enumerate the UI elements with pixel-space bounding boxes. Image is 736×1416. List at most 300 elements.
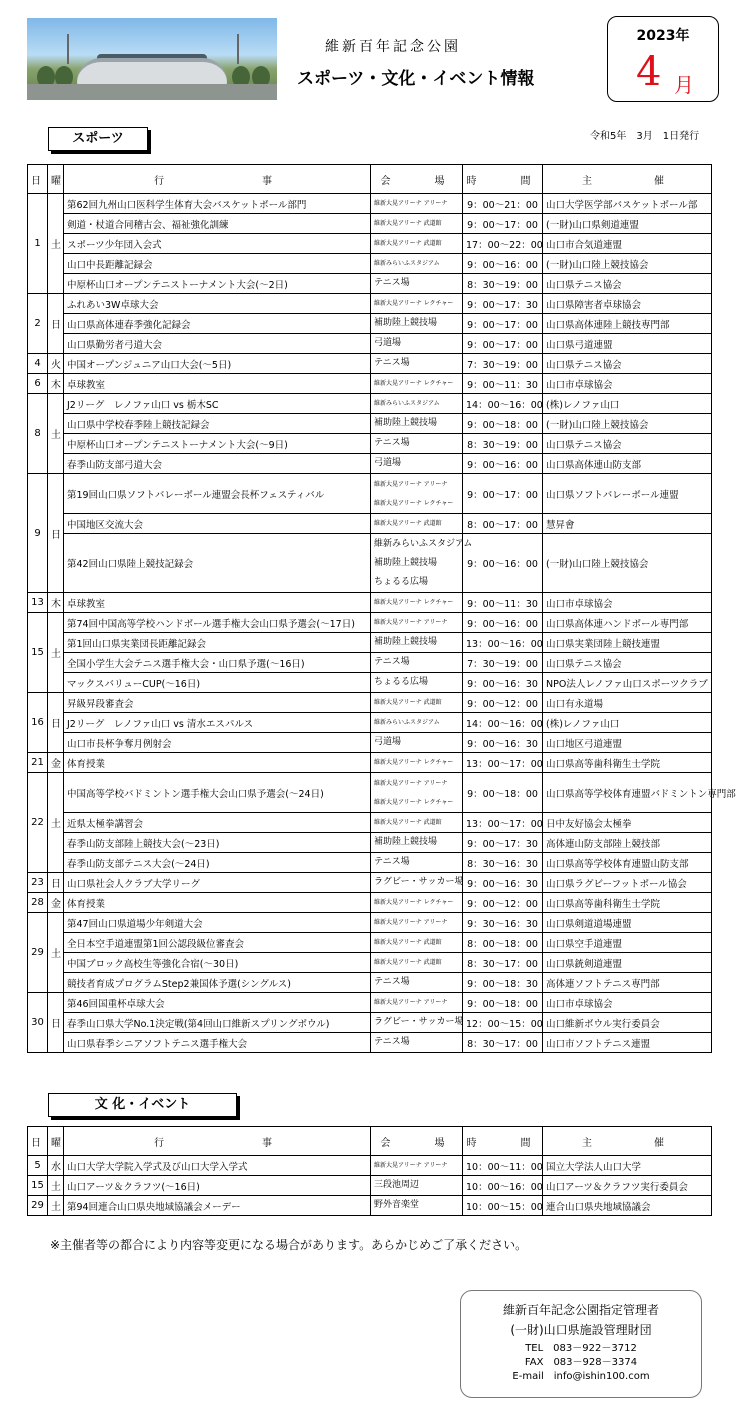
event-name: 体育授業 [64,753,371,773]
venue-name: 維新大晃アリーナ レクチャー [374,380,454,387]
organizer-cell: 山口県弓道連盟 [543,334,712,354]
table-row [28,953,712,973]
table-row [28,913,712,933]
table-row [28,414,712,434]
parking-lot-icon [27,84,277,100]
time-cell: 8：30～16：30 [463,853,543,873]
organizer-cell: 山口県実業団陸上競技連盟 [543,633,712,653]
venue-name: ラグビー・サッカー場 [374,877,464,887]
table-row [28,314,712,334]
day-cell: 30 [28,993,48,1053]
venue-name: 維新大晃アリーナ アリーナ [374,619,448,626]
table-row [28,334,712,354]
venue-cell [371,414,463,434]
venue-name: 維新大晃アリーナ 武道館 [374,699,442,706]
organizer-cell: 山口県高等歯科衛生士学院 [543,893,712,913]
table-row [28,274,712,294]
email-address: E-mail info@ishin100.com [512,1371,650,1382]
weekday-cell: 土 [48,613,64,693]
organizer-cell: 山口県高体連陸上競技専門部 [543,314,712,334]
time-cell: 9：00～16：00 [463,254,543,274]
column-header: 会 場 [371,165,463,194]
weekday-cell: 日 [48,873,64,893]
event-name: 卓球教室 [64,374,371,394]
venue-cell [371,973,463,993]
column-header: 行 事 [64,165,371,194]
venue-name: 維新大晃アリーナ アリーナ [374,919,448,926]
event-name: 山口市長杯争奪月例射会 [64,733,371,753]
weekday-cell: 金 [48,893,64,913]
event-name: 第19回山口県ソフトバレーボール連盟会長杯フェスティバル [64,474,371,514]
column-header: 行 事 [64,1127,371,1156]
venue-cell [371,833,463,853]
venue-name: 補助陸上競技場 [374,318,438,328]
time-cell: 10：00～11：00 [463,1156,543,1176]
sports-schedule-table [27,164,736,1053]
phone-number: TEL 083－922－3712 [525,1343,637,1354]
organizer-cell: (一財)山口陸上競技協会 [543,414,712,434]
time-cell: 13：00～17：00 [463,753,543,773]
event-name: 昇級昇段審査会 [64,693,371,713]
venue-name: 補助陸上競技場 [374,837,438,847]
time-cell: 9：00～11：30 [463,593,543,613]
table-row [28,1156,712,1176]
organizer-cell: 山口県銃剣道連盟 [543,953,712,973]
event-name: 山口県社会人クラブ大学リーグ [64,873,371,893]
venue-name: テニス場 [374,977,410,987]
organizer-cell: 山口県高体連山防支部 [543,454,712,474]
time-cell: 9：00～16：00 [463,454,543,474]
time-cell: 9：00～11：30 [463,374,543,394]
venue-name: 野外音楽堂 [374,1200,420,1210]
venue-cell [371,633,463,653]
weekday-cell: 日 [48,474,64,593]
venue-cell [371,474,463,514]
organizer-cell: 日中友好協会太極拳 [543,813,712,833]
time-cell: 8：00～18：00 [463,933,543,953]
organizer-cell: 山口県空手道連盟 [543,933,712,953]
weekday-cell: 木 [48,374,64,394]
sports-section-label: スポーツ [48,127,148,151]
weekday-cell: 土 [48,194,64,294]
venue-cell [371,953,463,973]
organizer-cell: 山口維新ボウル実行委員会 [543,1013,712,1033]
column-header: 時 間 [463,1127,543,1156]
time-cell: 9：00～16：30 [463,873,543,893]
event-name: J2リーグ レノファ山口 vs 清水エスパルス [64,713,371,733]
event-name: 春季山防支部陸上競技大会(～23日) [64,833,371,853]
organizer-cell: 連合山口県央地域協議会 [543,1196,712,1216]
venue-name: 維新みらいふスタジアム [374,538,473,549]
organizer-cell: 山口県高等学校体育連盟山防支部 [543,853,712,873]
day-cell: 16 [28,693,48,753]
venue-cell [371,713,463,733]
venue-cell [371,514,463,534]
time-cell: 12：00～15：00 [463,1013,543,1033]
venue-name: ラグビー・サッカー場 [374,1017,464,1027]
table-row [28,1033,712,1053]
venue-name: 維新大晃アリーナ レクチャー [374,899,454,906]
venue-cell [371,234,463,254]
venue-name: テニス場 [374,278,410,288]
event-name: 中国ブロック高校生等強化合宿(～30日) [64,953,371,973]
event-name: 山口県中学校春季陸上競技記録会 [64,414,371,434]
weekday-cell: 土 [48,773,64,873]
time-cell: 9：00～17：00 [463,314,543,334]
manager-name: (一財)山口県施設管理財団 [510,1323,652,1337]
column-header: 会 場 [371,1127,463,1156]
venue-cell [371,434,463,454]
time-cell: 8：30～17：00 [463,953,543,973]
venue-cell [371,653,463,673]
time-cell: 9：00～12：00 [463,893,543,913]
organizer-cell: 山口市合気道連盟 [543,234,712,254]
venue-cell [371,314,463,334]
column-header: 日 [28,165,48,194]
organizer-cell: 山口県テニス協会 [543,653,712,673]
month-unit: 月 [674,73,694,97]
event-name: J2リーグ レノファ山口 vs 栃木SC [64,394,371,414]
venue-cell [371,1013,463,1033]
event-name: 春季山防支部テニス大会(～24日) [64,853,371,873]
day-cell: 15 [28,1176,48,1196]
time-cell: 8：00～17：00 [463,514,543,534]
table-row [28,893,712,913]
weekday-cell: 金 [48,753,64,773]
time-cell: 9：00～18：00 [463,993,543,1013]
venue-name: 維新大晃アリーナ アリーナ [374,480,448,488]
venue-cell [371,853,463,873]
organizer-cell: 山口県テニス協会 [543,354,712,374]
time-cell: 9：00～16：30 [463,673,543,693]
time-cell: 7：30～19：00 [463,653,543,673]
venue-name: テニス場 [374,657,410,667]
venue-cell [371,693,463,713]
event-name: 全国小学生大会テニス選手権大会・山口県予選(～16日) [64,653,371,673]
venue-name: ちょるる広場 [374,677,429,687]
time-cell: 8：30～19：00 [463,274,543,294]
organizer-cell: 山口市卓球協会 [543,374,712,394]
venue-name: 補助陸上競技場 [374,557,438,568]
table-row [28,374,712,394]
table-row [28,394,712,414]
event-name: 競技者育成プログラムStep2兼国体予選(シングルス) [64,973,371,993]
venue-name: テニス場 [374,438,410,448]
venue-name: 維新大晃アリーナ 武道館 [374,220,442,227]
weekday-cell: 日 [48,993,64,1053]
stadium-stand-icon [77,58,227,86]
time-cell: 9：00～17：00 [463,334,543,354]
column-header: 日 [28,1127,48,1156]
day-cell: 1 [28,194,48,294]
event-name: 中国高等学校バドミントン選手権大会山口県予選会(～24日) [64,773,371,813]
venue-name: 弓道場 [374,338,402,348]
event-name: 山口大学大学院入学式及び山口大学入学式 [64,1156,371,1176]
organizer-cell: 山口大学医学部バスケットボール部 [543,194,712,214]
time-cell: 14：00～16：00 [463,394,543,414]
venue-cell [371,1196,463,1216]
time-cell: 17：00～22：00 [463,234,543,254]
organizer-cell: (一財)山口陸上競技協会 [543,254,712,274]
event-name: 中国オープンジュニア山口大会(～5日) [64,354,371,374]
venue-name: 維新大晃アリーナ 武道館 [374,939,442,946]
weekday-cell: 土 [48,913,64,993]
organizer-cell: 高体連山防支部陸上競技部 [543,833,712,853]
weekday-cell: 土 [48,394,64,474]
venue-cell [371,733,463,753]
venue-cell [371,454,463,474]
culture-section-label: 文 化・イベント [48,1093,237,1117]
weekday-cell: 木 [48,593,64,613]
organizer-cell: 山口県テニス協会 [543,434,712,454]
time-cell: 9：00～17：00 [463,214,543,234]
column-header: 主 催 [543,165,712,194]
time-cell: 14：00～16：00 [463,713,543,733]
organizer-cell: 山口県テニス協会 [543,274,712,294]
time-cell: 9：00～17：30 [463,833,543,853]
stadium-photo [27,18,277,100]
table-row [28,693,712,713]
table-row [28,474,712,514]
venue-cell [371,1033,463,1053]
time-cell: 10：00～16：00 [463,1176,543,1196]
event-name: 山口県勤労者弓道大会 [64,334,371,354]
organizer-cell: (一財)山口県剣道連盟 [543,214,712,234]
table-row [28,354,712,374]
venue-cell [371,1156,463,1176]
venue-name: 維新大晃アリーナ レクチャー [374,798,454,806]
event-name: 春季山防支部弓道大会 [64,454,371,474]
venue-name: 三段池周辺 [374,1180,420,1190]
time-cell: 9：00～21：00 [463,194,543,214]
venue-name: 弓道場 [374,458,402,468]
venue-cell [371,214,463,234]
venue-name: 維新大晃アリーナ 武道館 [374,819,442,826]
weekday-cell: 土 [48,1196,64,1216]
weekday-cell: 火 [48,354,64,374]
time-cell: 9：00～18：00 [463,773,543,813]
table-row [28,454,712,474]
month-number: 4 [636,49,662,95]
organizer-cell: 山口県ソフトバレーボール連盟 [543,474,712,514]
organizer-cell: 山口県剣道道場連盟 [543,913,712,933]
event-name: 中原杯山口オープンテニストーナメント大会(～2日) [64,274,371,294]
venue-name: 補助陸上競技場 [374,418,438,428]
table-row [28,673,712,693]
manager-label: 維新百年記念公園指定管理者 [502,1303,659,1317]
table-row [28,214,712,234]
event-name: 山口中長距離記録会 [64,254,371,274]
venue-name: 維新大晃アリーナ アリーナ [374,999,448,1006]
time-cell: 9：00～16：30 [463,733,543,753]
day-cell: 29 [28,1196,48,1216]
time-cell: 10：00～15：00 [463,1196,543,1216]
day-cell: 13 [28,593,48,613]
day-cell: 21 [28,753,48,773]
venue-cell [371,394,463,414]
venue-cell [371,873,463,893]
venue-cell [371,194,463,214]
day-cell: 2 [28,294,48,354]
day-cell: 15 [28,613,48,693]
organizer-cell: 山口県障害者卓球協会 [543,294,712,314]
organizer-cell: NPO法人レノファ山口スポーツクラブ [543,673,712,693]
day-cell: 4 [28,354,48,374]
time-cell: 13：00～16：00 [463,633,543,653]
organizer-cell: (一財)山口陸上競技協会 [543,534,712,593]
venue-name: テニス場 [374,358,410,368]
table-row [28,753,712,773]
year-label: 2023年 [636,28,690,44]
event-name: 第1回山口県実業団長距離記録会 [64,633,371,653]
event-name: 第74回中国高等学校ハンドボール選手権大会山口県予選会(～17日) [64,613,371,633]
day-cell: 5 [28,1156,48,1176]
table-row [28,613,712,633]
light-mast-icon [237,34,239,64]
table-row [28,733,712,753]
table-row [28,534,712,593]
event-name: スポーツ少年団入会式 [64,234,371,254]
light-mast-icon [67,34,69,64]
venue-cell [371,813,463,833]
time-cell: 9：00～17：30 [463,294,543,314]
venue-cell [371,294,463,314]
event-name: 第47回山口県道場少年剣道大会 [64,913,371,933]
table-header-row [28,1127,712,1156]
venue-name: 維新大晃アリーナ レクチャー [374,499,454,507]
organizer-cell: 山口有永道場 [543,693,712,713]
organizer-cell: 山口県高等歯科衛生士学院 [543,753,712,773]
time-cell: 13：00～17：00 [463,813,543,833]
disclaimer-note: ※主催者等の都合により内容等変更になる場合があります。あらかじめご了承ください。 [50,1238,528,1252]
table-row [28,853,712,873]
event-name: 第62回九州山口医科学生体育大会バスケットボール部門 [64,194,371,214]
venue-name: テニス場 [374,857,410,867]
event-name: 第46回国重杯卓球大会 [64,993,371,1013]
table-row [28,813,712,833]
table-row [28,294,712,314]
venue-name: 維新みらいふスタジアム [374,400,440,407]
table-row [28,1013,712,1033]
event-name: ふれあい3W卓球大会 [64,294,371,314]
venue-name: テニス場 [374,1037,410,1047]
time-cell: 9：30～16：30 [463,913,543,933]
time-cell: 9：00～18：00 [463,414,543,434]
event-name: 春季山口県大学No.1決定戦(第4回山口維新スプリングボウル) [64,1013,371,1033]
month-box [607,16,719,102]
organizer-cell: 高体連ソフトテニス専門部 [543,973,712,993]
weekday-cell: 日 [48,294,64,354]
table-row [28,873,712,893]
venue-cell [371,1176,463,1196]
venue-name: 維新大晃アリーナ 武道館 [374,520,442,527]
event-name: 剣道・杖道合同稽古会、福祉強化訓練 [64,214,371,234]
organizer-cell: (株)レノファ山口 [543,713,712,733]
table-row [28,973,712,993]
time-cell: 8：30～17：00 [463,1033,543,1053]
table-row [28,194,712,214]
table-row [28,933,712,953]
day-cell: 22 [28,773,48,873]
table-row [28,833,712,853]
issue-date: 令和5年 3月 1日発行 [590,131,700,142]
day-cell: 23 [28,873,48,893]
contact-box [460,1290,702,1398]
organizer-cell: (株)レノファ山口 [543,394,712,414]
venue-name: 補助陸上競技場 [374,637,438,647]
column-header: 主 催 [543,1127,712,1156]
table-row [28,254,712,274]
time-cell: 9：00～16：00 [463,534,543,593]
venue-cell [371,913,463,933]
event-name: 全日本空手道連盟第1回公認段級位審査会 [64,933,371,953]
event-name: 山口アーツ＆クラフツ(～16日) [64,1176,371,1196]
day-cell: 28 [28,893,48,913]
venue-cell [371,334,463,354]
venue-name: 維新大晃アリーナ アリーナ [374,1162,448,1169]
table-row [28,633,712,653]
table-row [28,434,712,454]
column-header: 時 間 [463,165,543,194]
time-cell: 9：00～17：00 [463,474,543,514]
venue-cell [371,354,463,374]
time-cell: 9：00～12：00 [463,693,543,713]
venue-cell [371,374,463,394]
table-row [28,514,712,534]
organizer-cell: 山口県ラグビーフットボール協会 [543,873,712,893]
venue-cell [371,673,463,693]
day-cell: 6 [28,374,48,394]
park-name: 維新百年記念公園 [325,39,461,55]
event-name: 中原杯山口オープンテニストーナメント大会(～9日) [64,434,371,454]
venue-cell [371,773,463,813]
venue-name: 維新大晃アリーナ アリーナ [374,200,448,207]
page-header [27,14,717,104]
venue-cell [371,254,463,274]
weekday-cell: 日 [48,693,64,753]
page-title: スポーツ・文化・イベント情報 [297,69,535,89]
organizer-cell: 山口県高等学校体育連盟バドミントン専門部 [543,773,712,813]
weekday-cell: 水 [48,1156,64,1176]
organizer-cell: 山口市ソフトテニス連盟 [543,1033,712,1053]
event-name: 体育授業 [64,893,371,913]
event-name: 卓球教室 [64,593,371,613]
venue-name: 維新大晃アリーナ レクチャー [374,300,454,307]
day-cell: 29 [28,913,48,993]
table-header-row [28,165,712,194]
day-cell: 8 [28,394,48,474]
organizer-cell: 山口市卓球協会 [543,593,712,613]
venue-cell [371,933,463,953]
organizer-cell: 山口市卓球協会 [543,993,712,1013]
venue-name: ちょるる広場 [374,576,429,587]
event-name: 山口県高体連春季強化記録会 [64,314,371,334]
organizer-cell: 山口県高体連ハンドボール専門部 [543,613,712,633]
table-row [28,1176,712,1196]
venue-cell [371,613,463,633]
culture-schedule-table [27,1126,712,1216]
event-name: 第94回連合山口県央地域協議会メーデー [64,1196,371,1216]
organizer-cell: 山口地区弓道連盟 [543,733,712,753]
weekday-cell: 土 [48,1176,64,1196]
table-row [28,234,712,254]
time-cell: 7：30～19：00 [463,354,543,374]
time-cell: 9：00～16：00 [463,613,543,633]
venue-name: 維新大晃アリーナ 武道館 [374,959,442,966]
column-header: 曜 [48,165,64,194]
event-name: 近県太極拳講習会 [64,813,371,833]
venue-name: 弓道場 [374,737,402,747]
